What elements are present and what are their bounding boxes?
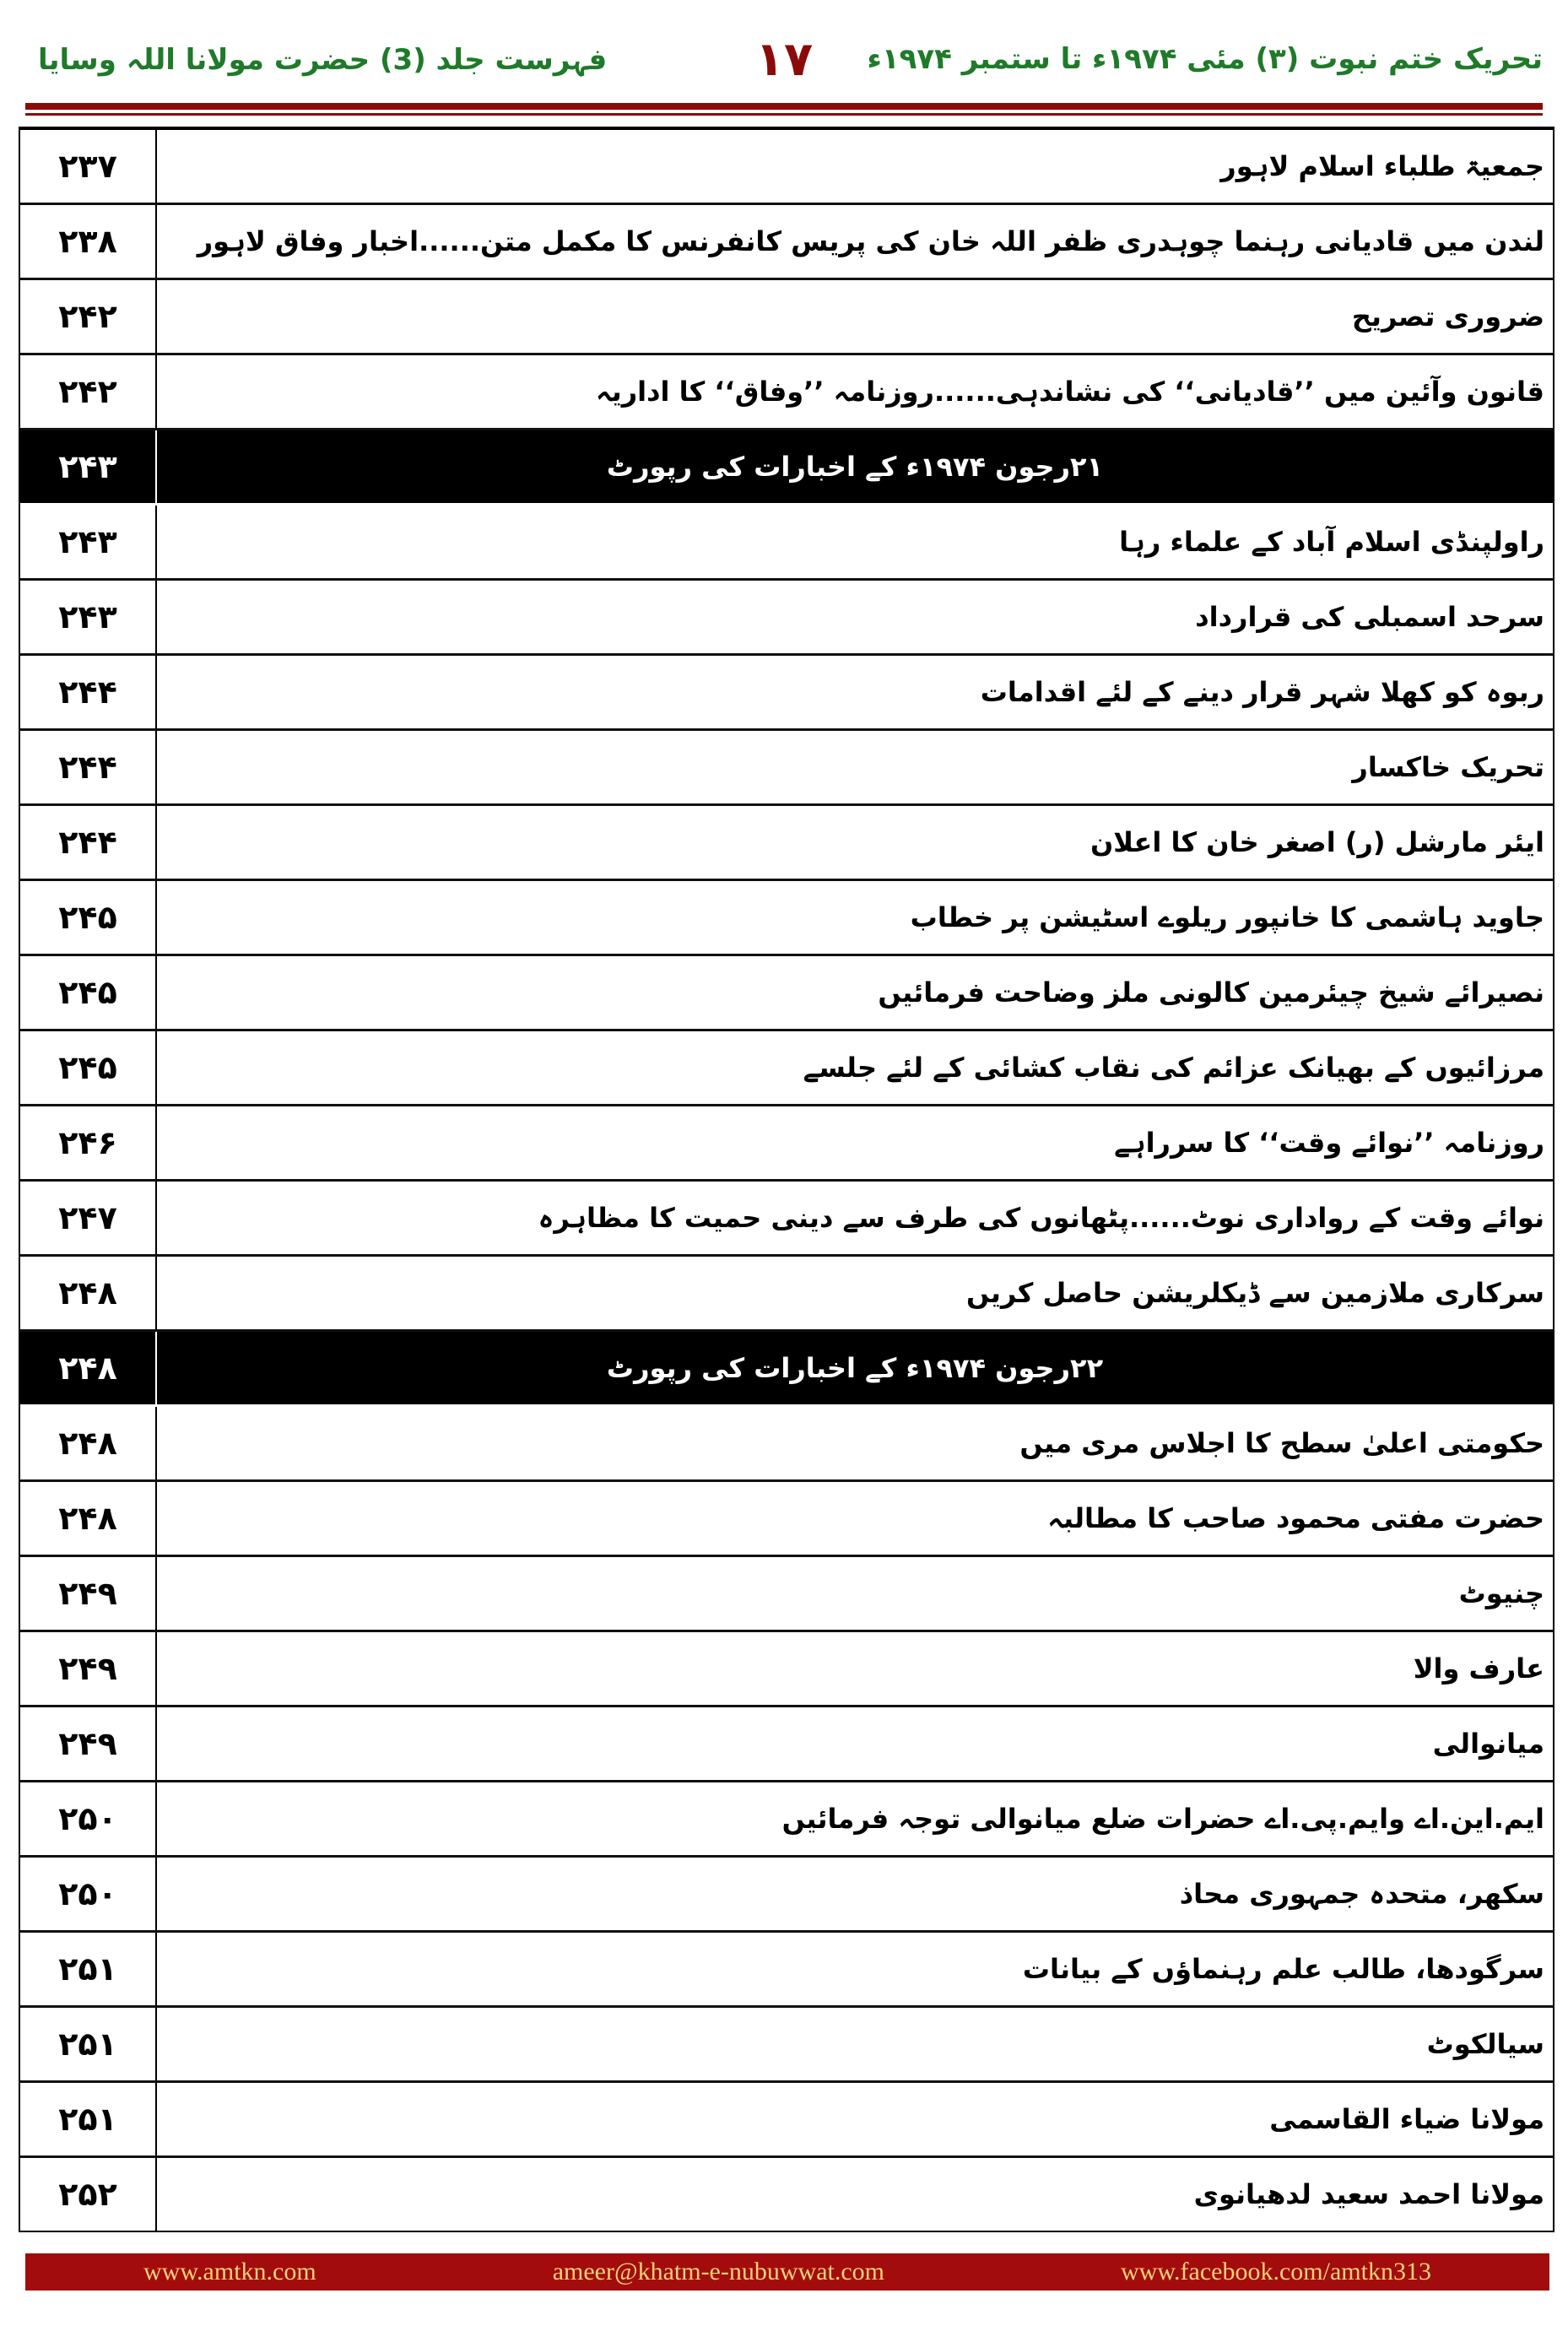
toc-entry-title: سیالکوٹ	[1426, 2028, 1544, 2060]
toc-page-number: ۲۴۲	[20, 355, 157, 428]
header-divider-thin	[25, 113, 1543, 116]
toc-row	[20, 355, 1553, 430]
toc-section-header	[20, 1332, 1553, 1407]
volume-label: فہرست جلد (3) حضرت مولانا اللہ وسایا	[38, 42, 608, 77]
toc-entry-title: سرگودھا، طالب علم رہنماؤں کے بیانات	[1022, 1953, 1544, 1985]
toc-row	[20, 1557, 1553, 1632]
toc-page-number: ۲۴۶	[20, 1106, 157, 1179]
toc-entry-title: روزنامہ ’’نوائے وقت‘‘ کا سرراہے	[1114, 1127, 1544, 1159]
toc-entry-title: ایئر مارشل (ر) اصغر خان کا اعلان	[1089, 826, 1544, 858]
toc-page-number: ۲۴۵	[20, 1031, 157, 1104]
toc-row	[20, 656, 1553, 731]
toc-page-number: ۲۴۸	[20, 1257, 157, 1329]
toc-entry-title: ایم.این.اے وایم.پی.اے حضرات ضلع میانوالی توجہ فرمائیں	[781, 1803, 1544, 1835]
toc-row	[20, 1031, 1553, 1106]
toc-entry-title: چنیوٹ	[1458, 1577, 1544, 1609]
toc-entry-title: مرزائیوں کے بھیانک عزائم کی نقاب کشائی کے لئے جلسے	[803, 1052, 1544, 1084]
website-link[interactable]: www.amtkn.com	[143, 2258, 316, 2285]
toc-row	[20, 1482, 1553, 1557]
toc-page-number: ۲۴۳	[20, 506, 157, 578]
toc-page-number: ۲۴۴	[20, 806, 157, 879]
toc-row	[20, 1182, 1553, 1257]
toc-entry-title: لندن میں قادیانی رہنما چوہدری ظفر اللہ خان کی پریس کانفرنس کا مکمل متن......اخبار وفاق لاہور	[197, 225, 1544, 257]
toc-row	[20, 1707, 1553, 1782]
header-divider-thick	[25, 103, 1543, 110]
toc-page-number: ۲۴۷	[20, 1182, 157, 1254]
toc-entry-title: سرکاری ملازمین سے ڈیکلریشن حاصل کریں	[966, 1277, 1544, 1309]
toc-entry-title: مولانا احمد سعید لدھیانوی	[1193, 2178, 1544, 2210]
toc-page-number: ۲۴۳	[20, 430, 157, 503]
toc-page-number: ۲۴۹	[20, 1707, 157, 1780]
toc-row	[20, 280, 1553, 355]
toc-page-number: ۲۴۸	[20, 1407, 157, 1479]
toc-entry-title: جمعیۃ طلباء اسلام لاہور	[1220, 150, 1544, 182]
toc-page-number: ۲۳۸	[20, 205, 157, 278]
toc-page-number: ۲۴۴	[20, 731, 157, 803]
toc-row	[20, 881, 1553, 956]
toc-entry-title: ضروری تصریح	[1351, 300, 1544, 333]
email-link[interactable]: ameer@khatm-e-nubuwwat.com	[552, 2258, 884, 2285]
toc-row	[20, 2008, 1553, 2083]
toc-row	[20, 506, 1553, 581]
section-title: ۲۱رجون ۱۹۷۴ء کے اخبارات کی رپورٹ	[606, 451, 1104, 483]
book-title: تحریک ختم نبوت (۳) مئی ۱۹۷۴ء تا ستمبر ۱۹۷۴ء	[867, 42, 1543, 76]
toc-entry-title: سرحد اسمبلی کی قرارداد	[1195, 601, 1544, 633]
toc-page-number: ۲۴۹	[20, 1557, 157, 1630]
toc-entry-title: نوائے وقت کے رواداری نوٹ......پٹھانوں کی طرف سے دینی حمیت کا مظاہرہ	[538, 1202, 1544, 1234]
toc-row	[20, 956, 1553, 1031]
toc-row	[20, 581, 1553, 656]
toc-entry-title: سکھر، متحدہ جمہوری محاذ	[1179, 1878, 1544, 1910]
toc-page-number: ۲۵۲	[20, 2158, 157, 2231]
toc-row	[20, 2083, 1553, 2158]
toc-row	[20, 1782, 1553, 1858]
toc-entry-title: راولپنڈی اسلام آباد کے علماء رہا	[1119, 526, 1544, 558]
page-number: ۱۷	[754, 31, 814, 87]
section-title: ۲۲رجون ۱۹۷۴ء کے اخبارات کی رپورٹ	[606, 1352, 1104, 1384]
toc-entry-title: عارف والا	[1413, 1652, 1544, 1685]
toc-page-number: ۲۴۸	[20, 1482, 157, 1555]
toc-page-number: ۲۳۷	[20, 130, 157, 203]
toc-page-number: ۲۴۲	[20, 280, 157, 353]
toc-page-number: ۲۴۳	[20, 581, 157, 653]
footer-bar	[25, 2253, 1549, 2291]
toc-row	[20, 2158, 1553, 2231]
toc-row	[20, 1407, 1553, 1482]
toc-row	[20, 205, 1553, 280]
toc-page-number: ۲۴۸	[20, 1332, 157, 1404]
toc-row	[20, 130, 1553, 205]
toc-row	[20, 806, 1553, 881]
toc-page-number: ۲۴۴	[20, 656, 157, 728]
toc-entry-title: تحریک خاکسار	[1352, 751, 1544, 783]
toc-section-header	[20, 430, 1553, 506]
toc-row	[20, 1106, 1553, 1182]
toc-page-number: ۲۵۱	[20, 1933, 157, 2005]
toc-entry-title: مولانا ضیاء القاسمی	[1269, 2103, 1544, 2135]
toc-entry-title: قانون وآئین میں ’’قادیانی‘‘ کی نشاندہی......روزنامہ ’’وفاق‘‘ کا اداریہ	[595, 376, 1544, 408]
toc-entry-title: حضرت مفتی محمود صاحب کا مطالبہ	[1047, 1502, 1544, 1534]
toc-page-number: ۲۴۹	[20, 1632, 157, 1705]
toc-entry-title: حکومتی اعلیٰ سطح کا اجلاس مری میں	[1019, 1427, 1544, 1459]
toc-page-number: ۲۵۱	[20, 2083, 157, 2155]
toc-entry-title: ربوہ کو کھلا شہر قرار دینے کے لئے اقدامات	[980, 676, 1544, 708]
toc-row	[20, 1858, 1553, 1933]
toc-entry-title: میانوالی	[1432, 1728, 1544, 1760]
toc-row	[20, 1933, 1553, 2008]
toc-row	[20, 1257, 1553, 1332]
facebook-link[interactable]: www.facebook.com/amtkn313	[1121, 2258, 1431, 2285]
toc-row	[20, 1632, 1553, 1707]
table-of-contents	[19, 127, 1554, 2232]
toc-page-number: ۲۵۱	[20, 2008, 157, 2080]
toc-page-number: ۲۵۰	[20, 1858, 157, 1930]
toc-page-number: ۲۵۰	[20, 1782, 157, 1855]
toc-entry-title: نصیرائے شیخ چیئرمین کالونی ملز وضاحت فرمائیں	[878, 976, 1544, 1009]
toc-page-number: ۲۴۵	[20, 956, 157, 1029]
toc-page-number: ۲۴۵	[20, 881, 157, 954]
toc-entry-title: جاوید ہاشمی کا خانپور ریلوے اسٹیشن پر خطاب	[910, 901, 1544, 933]
toc-row	[20, 731, 1553, 806]
